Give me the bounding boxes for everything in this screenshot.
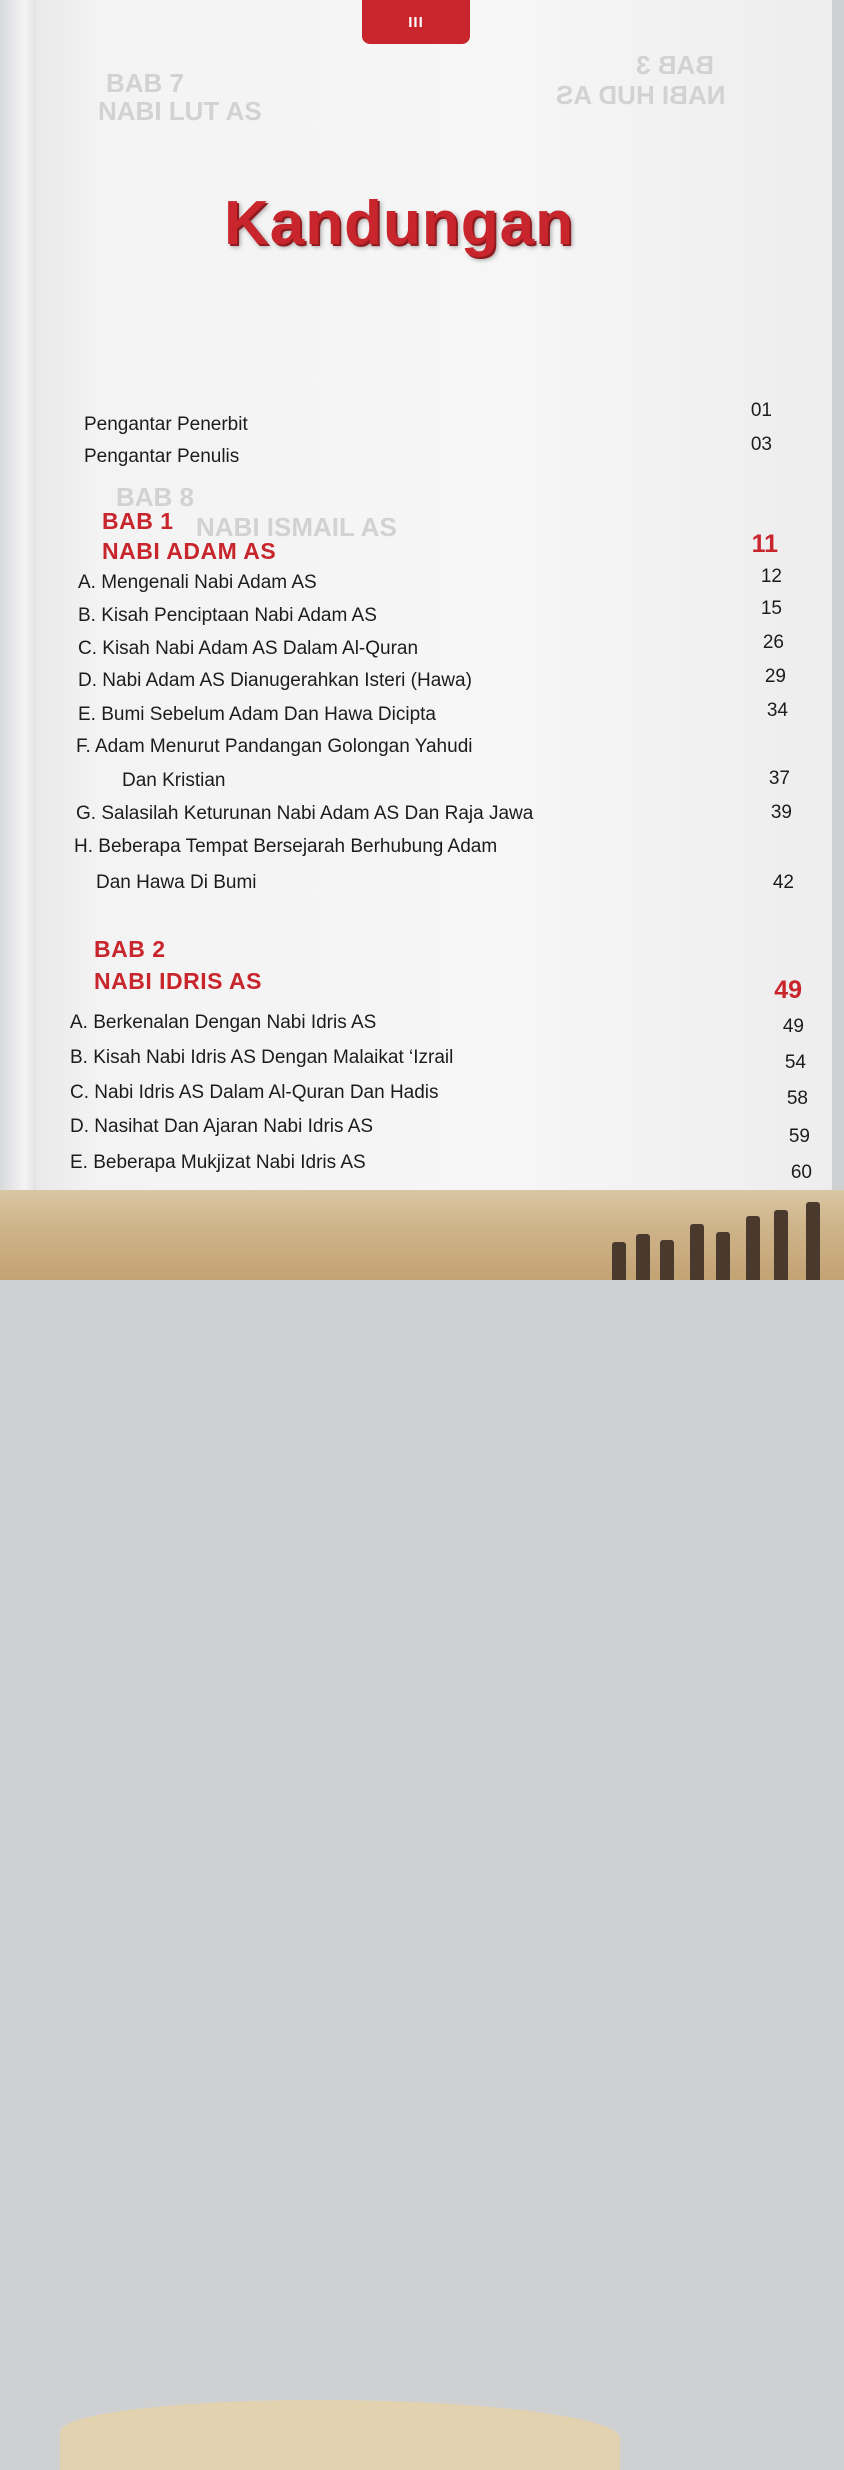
toc-section-item: B. Kisah Nabi Idris AS Dengan Malaikat ‘Izrail — [70, 1047, 454, 1068]
toc-section-item: C. Nabi Idris AS Dalam Al-Quran Dan Hadis — [70, 1082, 439, 1103]
toc-section-item: E. Bumi Sebelum Adam Dan Hawa Dicipta — [78, 704, 436, 725]
toc-page-number: 15 — [760, 598, 782, 619]
chapter-title: NABI IDRIS AS — [94, 968, 262, 994]
toc-section-item: D. Nabi Adam AS Dianugerahkan Isteri (Hawa) — [78, 670, 472, 691]
toc-section-item: A. Mengenali Nabi Adam AS — [78, 572, 317, 593]
toc-page-number: 54 — [784, 1052, 806, 1073]
sand-dune — [60, 2400, 620, 2470]
caravan-figure — [612, 1242, 626, 1280]
toc-section-item: C. Kisah Nabi Adam AS Dalam Al-Quran — [78, 638, 419, 659]
caravan-figure — [690, 1224, 704, 1280]
caravan-figure — [746, 1216, 760, 1280]
show-through-bab7: BAB 7 — [106, 68, 185, 98]
desert-illustration — [0, 1190, 844, 1280]
toc-page-number: 58 — [786, 1088, 808, 1109]
show-through-bab8-name: NABI ISMAIL AS — [196, 512, 397, 542]
toc-page-number: 01 — [750, 400, 772, 421]
toc-page-number: 29 — [764, 666, 786, 687]
caravan-figure — [716, 1232, 730, 1280]
caravan-figure — [774, 1210, 788, 1280]
chapter-page-number: 49 — [774, 976, 802, 1004]
chapter-page-number: 11 — [751, 530, 778, 558]
show-through-bab3-name: NABI HUD AS — [556, 80, 726, 110]
toc-page-number: 60 — [790, 1162, 812, 1183]
toc-front-item: Pengantar Penulis — [84, 446, 240, 467]
chapter-label: BAB 1 — [102, 508, 174, 534]
toc-front-item: Pengantar Penerbit — [84, 414, 248, 435]
toc-page-number: 26 — [762, 632, 784, 653]
toc-page-number: 59 — [788, 1126, 810, 1147]
toc-section-item: F. Adam Menurut Pandangan Golongan Yahudi — [76, 736, 473, 757]
show-through-bab7-name: NABI LUT AS — [98, 96, 262, 126]
toc-page-number: 42 — [772, 872, 794, 893]
show-through-bab3: BAB 3 — [636, 50, 715, 80]
chapter-label: BAB 2 — [94, 936, 166, 962]
toc-section-item: E. Beberapa Mukjizat Nabi Idris AS — [70, 1152, 366, 1173]
chapter-title: NABI ADAM AS — [102, 538, 277, 564]
toc-section-item-continued: Dan Kristian — [122, 770, 226, 791]
toc-page-number: 39 — [770, 802, 792, 823]
page-title: Kandungan — [224, 189, 574, 258]
toc-page-number: 34 — [766, 700, 788, 721]
page-number: III — [408, 13, 424, 31]
toc-section-item: G. Salasilah Keturunan Nabi Adam AS Dan Raja Jawa — [76, 803, 534, 824]
caravan-figure — [636, 1234, 650, 1280]
toc-section-item: B. Kisah Penciptaan Nabi Adam AS — [78, 605, 377, 626]
toc-section-item: H. Beberapa Tempat Bersejarah Berhubung Adam — [74, 836, 498, 857]
toc-page-number: 37 — [768, 768, 790, 789]
toc-section-item: A. Berkenalan Dengan Nabi Idris AS — [70, 1012, 377, 1033]
toc-section-item-continued: Dan Hawa Di Bumi — [96, 872, 257, 893]
caravan-figure — [660, 1240, 674, 1280]
caravan-figure — [806, 1202, 820, 1280]
toc-page-number: 49 — [782, 1016, 804, 1037]
page-number-tab — [362, 0, 470, 44]
toc-page-number: 03 — [750, 434, 772, 455]
toc-section-item: D. Nasihat Dan Ajaran Nabi Idris AS — [70, 1116, 374, 1137]
show-through-bab8: BAB 8 — [116, 482, 195, 512]
toc-page-number: 12 — [760, 566, 782, 587]
book-page — [36, 0, 832, 1280]
